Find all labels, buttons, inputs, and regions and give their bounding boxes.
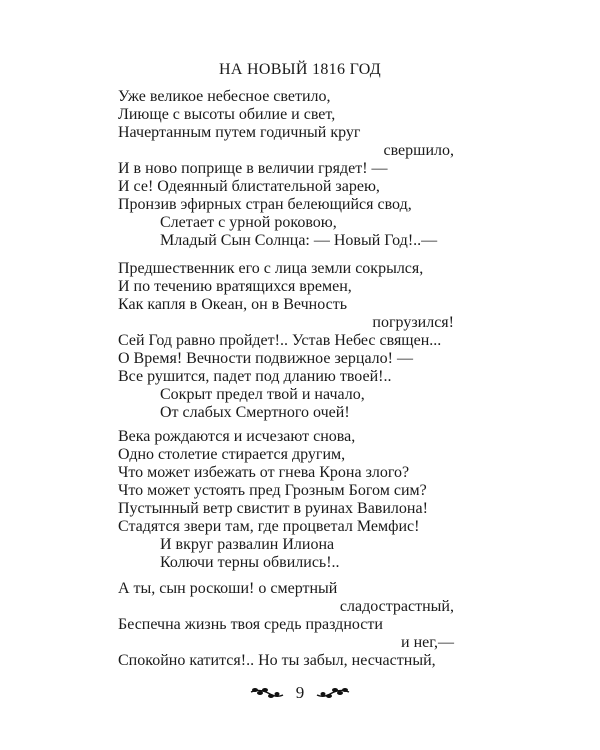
- verse-line: Спокойно катится!.. Но ты забыл, несчастный,: [118, 652, 436, 669]
- verse-line: свершило,: [383, 142, 454, 159]
- verse-line: И се! Одеянный блистательной зарею,: [118, 178, 380, 195]
- verse-line: Лиюще с высоты обилие и свет,: [118, 106, 336, 123]
- verse-line: О Время! Вечности подвижное зерцало! —: [118, 350, 413, 367]
- verse-line: Что может избежать от гнева Крона злого?: [118, 464, 410, 481]
- verse-line: Все рушится, падет под дланию твоей!..: [118, 368, 392, 385]
- verse-line: И вкруг развалин Илиона: [160, 536, 335, 553]
- verse-line: И по течению вратящихся времен,: [118, 278, 352, 295]
- stanza: [118, 580, 454, 670]
- verse-line: и нег,—: [401, 634, 454, 651]
- poem-title: НА НОВЫЙ 1816 ГОД: [218, 61, 382, 78]
- leaf-ornament-left-icon: [250, 686, 284, 700]
- verse-line: Уже великое небесное светило,: [118, 88, 331, 105]
- verse-line: Сокрыт предел твой и начало,: [160, 386, 365, 403]
- page-footer: [0, 682, 600, 704]
- leaf-ornament-right-icon: [316, 686, 350, 700]
- page-number: 9: [295, 683, 305, 702]
- verse-line: Начертанным путем годичный круг: [118, 124, 361, 141]
- verse-line: Предшественник его с лица земли сокрылся,: [118, 260, 424, 277]
- verse-line: погрузился!: [372, 314, 454, 331]
- poem-body: [118, 88, 454, 670]
- verse-line: А ты, сын роскоши! о смертный: [118, 580, 338, 597]
- stanza: [118, 428, 454, 572]
- verse-line: Одно столетие стирается другим,: [118, 446, 346, 463]
- verse-line: Слетает с урной роковою,: [160, 214, 337, 231]
- verse-line: Как капля в Океан, он в Вечность: [118, 296, 347, 313]
- verse-line: Пустынный ветр свистит в руинах Вавилона!: [118, 500, 428, 517]
- verse-line: Пронзив эфирных стран белеющийся свод,: [118, 196, 412, 213]
- verse-line: Беспечна жизнь твоя средь праздности: [118, 616, 383, 633]
- verse-line: Стадятся звери там, где процветал Мемфис!: [118, 518, 420, 535]
- verse-line: Что может устоять пред Грозным Богом сим?: [118, 482, 427, 499]
- verse-line: Колючи терны обвились!..: [160, 554, 340, 571]
- stanza: [118, 260, 454, 422]
- verse-line: Сей Год равно пройдет!.. Устав Небес священ...: [118, 332, 442, 349]
- verse-line: Века рождаются и исчезают снова,: [118, 428, 356, 445]
- stanza: [118, 88, 454, 250]
- verse-line: сладострастный,: [339, 598, 454, 615]
- verse-line: И в ново поприще в величии грядет! —: [118, 160, 388, 177]
- verse-line: От слабых Смертного очей!: [160, 404, 350, 421]
- verse-line: Младый Сын Солнца: — Новый Год!..—: [160, 232, 438, 249]
